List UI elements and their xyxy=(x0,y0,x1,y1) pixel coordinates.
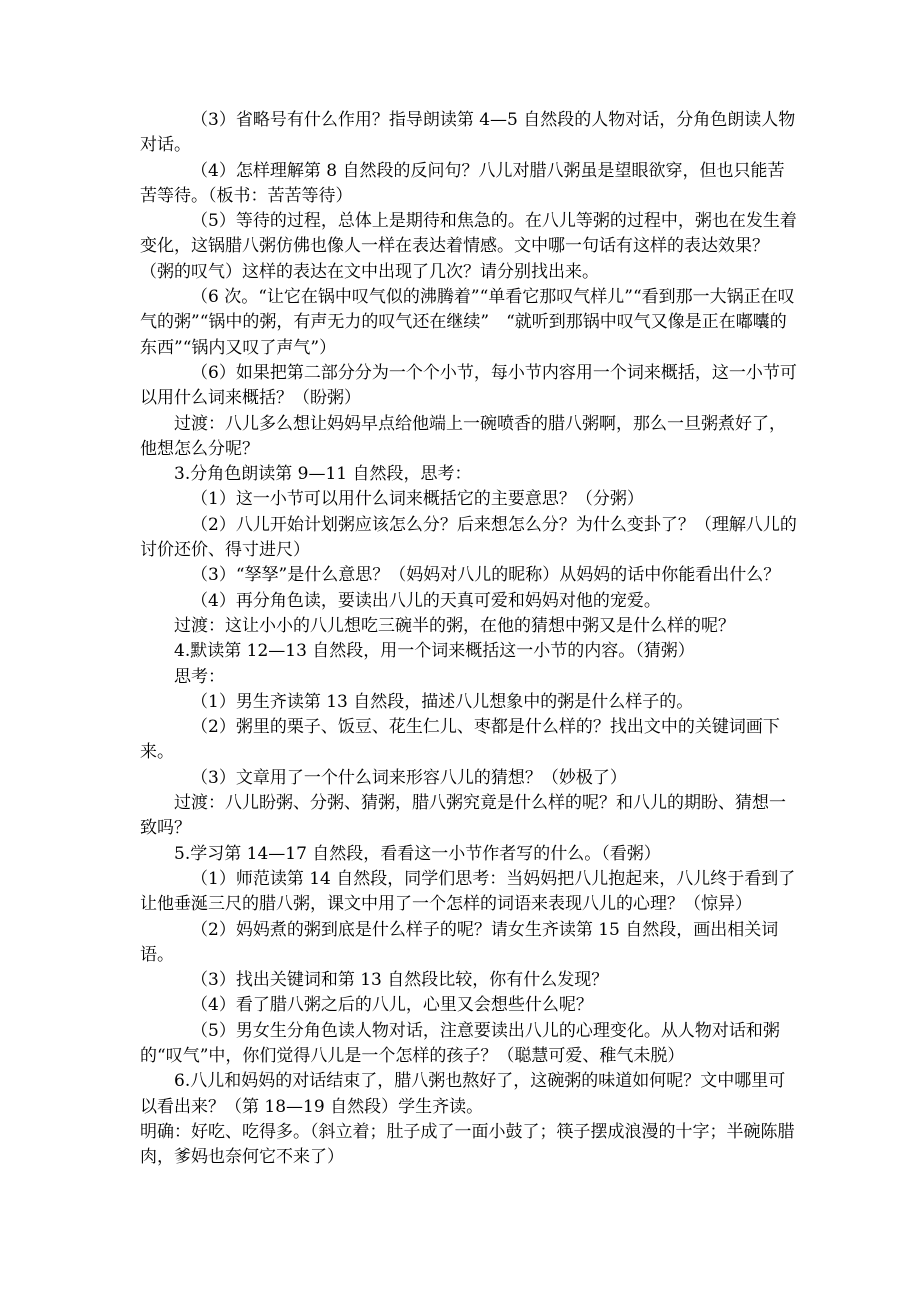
paragraph: （4）看了腊八粥之后的八儿，心里又会想些什么呢？ xyxy=(191,995,593,1016)
paragraph: （2）粥里的栗子、饭豆、花生仁儿、枣都是什么样的？找出文中的关键词画下来。 xyxy=(140,717,780,763)
paragraph: （3）省略号有什么作用？指导朗读第 4—5 自然段的人物对话，分角色朗读人物对话。 xyxy=(140,110,796,156)
transition-paragraph: 过渡：八儿盼粥、分粥、猜粥，腊八粥究竟是什么样的呢？和八儿的期盼、猜想一致吗？ xyxy=(140,793,786,839)
paragraph: （2）妈妈煮的粥到底是什么样子的呢？请女生齐读第 15 自然段，画出相关词语。 xyxy=(140,919,779,965)
paragraph: （5）等待的过程，总体上是期待和焦急的。在八儿等粥的过程中，粥也在发生着变化，这锅腊八粥仿佛也像人一样在表达着情感。文中哪一句话有这样的表达效果？（粥的叹气）这样的表达在文中出现了几次？请分别找出来。 xyxy=(140,211,797,282)
paragraph: 思考： xyxy=(174,666,225,687)
paragraph: （4）再分角色读，要读出八儿的天真可爱和妈妈对他的宠爱。 xyxy=(191,590,661,611)
conclusion-paragraph: 明确：好吃、吃得多。（斜立着；肚子成了一面小鼓了；筷子摆成浪漫的十字；半碗陈腊肉，爹妈也奈何它不来了） xyxy=(140,1121,795,1168)
paragraph: （3）文章用了一个什么词来形容八儿的猜想？（妙极了） xyxy=(191,767,627,788)
transition-paragraph: 过渡：这让小小的八儿想吃三碗半的粥，在他的猜想中粥又是什么样的呢？ xyxy=(174,615,735,636)
paragraph: （5）男女生分角色读人物对话，注意要读出八儿的心理变化。从人物对话和粥的“叹气”中，你们觉得八儿是一个怎样的孩子？（聪慧可爱、稚气未脱） xyxy=(140,1020,780,1066)
section-heading: 5.学习第 14—17 自然段，看看这一小节作者写的什么。（看粥） xyxy=(174,843,661,864)
document-body xyxy=(140,108,800,1170)
paragraph: （6 次。“让它在锅中叹气似的沸腾着”“单看它那叹气样儿”“看到那一大锅正在叹气的粥”“锅中的粥，有声无力的叹气还在继续” “就听到那锅中叹气又像是正在嘟囔的东西”“锅内又叹了声气”） xyxy=(140,287,795,358)
section-heading: 3.分角色朗读第 9—11 自然段，思考： xyxy=(174,464,472,485)
paragraph: （1）师范读第 14 自然段，同学们思考：当妈妈把八儿抱起来，八儿终于看到了让他垂涎三尺的腊八粥，课文中用了一个怎样的词语来表现八儿的心理？（惊异） xyxy=(140,868,796,915)
section-heading: 4.默读第 12—13 自然段，用一个词来概括这一小节的内容。（猜粥） xyxy=(174,641,695,662)
section-heading: 6.八儿和妈妈的对话结束了，腊八粥也熬好了，这碗粥的味道如何呢？文中哪里可以看出来？（第 18—19 自然段）学生齐读。 xyxy=(140,1071,786,1117)
paragraph: （4）怎样理解第 8 自然段的反问句？八儿对腊八粥虽是望眼欲穿，但也只能苦苦等待。（板书：苦苦等待） xyxy=(140,160,785,206)
transition-paragraph: 过渡：八儿多么想让妈妈早点给他端上一碗喷香的腊八粥啊，那么一旦粥煮好了，他想怎么分呢？ xyxy=(140,413,786,459)
paragraph: （6）如果把第二部分分为一个个小节，每小节内容用一个词来概括，这一小节可以用什么词来概括？（盼粥） xyxy=(140,362,797,409)
paragraph: （2）八儿开始计划粥应该怎么分？后来想怎么分？为什么变卦了？（理解八儿的讨价还价、得寸进尺） xyxy=(140,514,797,561)
paragraph: （1）这一小节可以用什么词来概括它的主要意思？（分粥） xyxy=(191,489,644,510)
paragraph: （1）男生齐读第 13 自然段，描述八儿想象中的粥是什么样子的。 xyxy=(191,691,694,712)
paragraph: （3）找出关键词和第 13 自然段比较，你有什么发现？ xyxy=(191,970,609,991)
paragraph: （3）“孥孥”是什么意思？（妈妈对八儿的昵称）从妈妈的话中你能看出什么？ xyxy=(191,565,781,586)
